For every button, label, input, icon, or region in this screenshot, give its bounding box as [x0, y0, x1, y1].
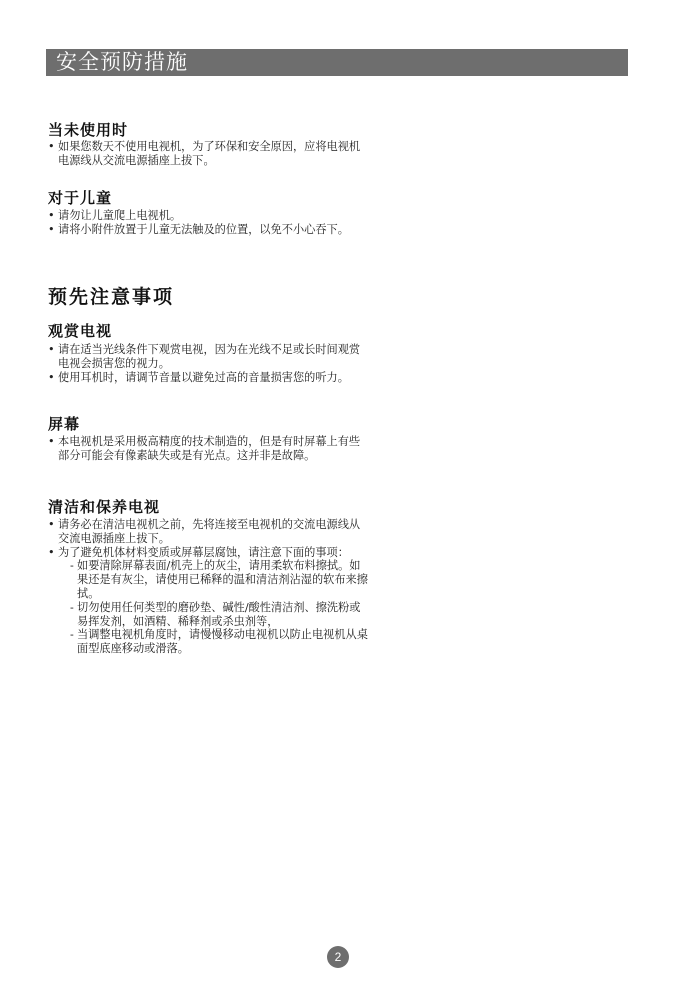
sub-list-item — [48, 628, 370, 656]
sub-list-item-text: 切勿使用任何类型的磨砂垫、碱性/酸性清洁剂、擦洗粉或易挥发剂，如酒精、稀释剂或杀虫剂等， — [77, 600, 361, 628]
dash: - — [70, 559, 74, 573]
heading-screen: 屏幕 — [48, 415, 81, 433]
bullet: • — [48, 370, 55, 384]
bullet: • — [48, 140, 55, 153]
list-item — [48, 546, 370, 560]
list-item-text: 请将小附件放置于儿童无法触及的位置，以免不小心吞下。 — [58, 222, 349, 236]
sub-list-item-text: 如要清除屏幕表面/机壳上的灰尘，请用柔软布料擦拭。如果还是有灰尘，请使用已稀释的温和清洁剂沾湿的软布来擦拭。 — [77, 559, 368, 600]
heading-viewing: 观赏电视 — [48, 322, 113, 340]
list-viewing — [48, 343, 368, 384]
list-item-text: 本电视机是采用极高精度的技术制造的，但是有时屏幕上有些部分可能会有像素缺失或是有光点。这并非是故障。 — [58, 435, 361, 462]
list-item — [48, 435, 368, 463]
list-item-text: 使用耳机时，请调节音量以避免过高的音量损害您的听力。 — [58, 370, 349, 384]
list-item — [48, 140, 368, 168]
list-item — [48, 343, 368, 371]
sub-list-item — [48, 559, 370, 600]
list-children — [48, 209, 368, 237]
bullet: • — [48, 209, 55, 222]
heading-children: 对于儿童 — [48, 189, 113, 207]
bullet: • — [48, 222, 55, 236]
list-item — [48, 223, 368, 237]
list-item — [48, 518, 370, 546]
bullet: • — [48, 343, 55, 356]
list-screen — [48, 435, 368, 463]
list-item-text: 请在适当光线条件下观赏电视，因为在光线不足或长时间观赏电视会损害您的视力。 — [58, 343, 361, 370]
list-item-text: 请勿让儿童爬上电视机。 — [58, 209, 182, 222]
list-item-text: 如果您数天不使用电视机，为了环保和安全原因，应将电视机电源线从交流电源插座上拔下。 — [58, 140, 361, 167]
list-item-text: 为了避免机体材料变质或屏幕层腐蚀，请注意下面的事项： — [58, 545, 349, 559]
sub-list-item — [48, 601, 370, 629]
bullet: • — [48, 518, 55, 531]
section-banner: 安全预防措施 — [46, 49, 628, 76]
list-item-text: 请务必在清洁电视机之前，先将连接至电视机的交流电源线从交流电源插座上拔下。 — [58, 518, 361, 545]
list-item — [48, 371, 368, 385]
list-when-unused — [48, 140, 368, 168]
dash: - — [70, 628, 74, 642]
heading-cleaning: 清洁和保养电视 — [48, 498, 161, 516]
dash: - — [70, 600, 74, 614]
bullet: • — [48, 435, 55, 448]
page-number: 2 — [327, 946, 349, 968]
heading-when-unused: 当未使用时 — [48, 121, 129, 139]
list-cleaning — [48, 518, 370, 656]
sub-list-item-text: 当调整电视机角度时，请慢慢移动电视机以防止电视机从桌面型底座移动或滑落。 — [77, 628, 368, 656]
bullet: • — [48, 545, 55, 559]
list-item — [48, 209, 368, 223]
heading-precautions: 预先注意事项 — [48, 286, 175, 308]
